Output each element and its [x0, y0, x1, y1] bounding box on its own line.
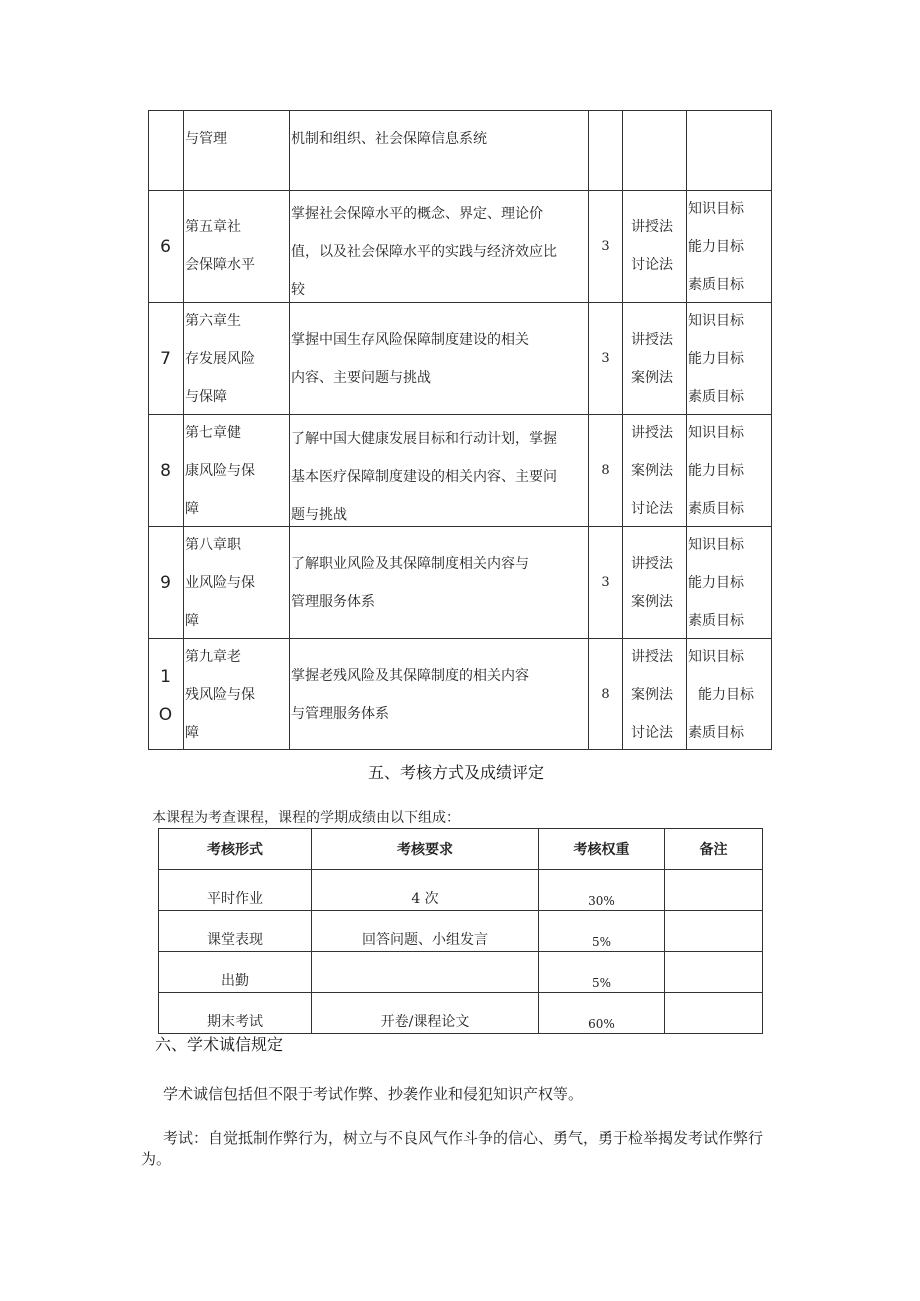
content-cell: 机制和组织、社会保障信息系统: [291, 131, 487, 147]
method-cell: 讲授法 讨论法: [631, 219, 673, 273]
table-cell: [665, 952, 763, 993]
target-cell: 知识目标 能力目标 素质目标: [688, 649, 754, 741]
table-row: [159, 870, 763, 911]
column-header: 考核要求: [312, 829, 539, 870]
chapter-cell: 与管理: [185, 131, 227, 147]
method-cell: 讲授法 案例法 讨论法: [631, 425, 673, 517]
content-cell: 掌握中国生存风险保障制度建设的相关 内容、主要问题与挑战: [291, 332, 529, 386]
table-cell: 4 次: [312, 870, 539, 911]
table-header-row: [159, 829, 763, 870]
hours-cell: 8: [601, 687, 610, 702]
table-row: [159, 952, 763, 993]
table-cell: [665, 870, 763, 911]
row-number: 6: [160, 237, 171, 257]
method-cell: 讲授法 案例法 讨论法: [631, 649, 673, 741]
section-6-title: 六、学术诚信规定: [155, 1035, 284, 1054]
chapter-cell: 第八章职 业风险与保 障: [185, 537, 255, 629]
table-cell: [312, 952, 539, 993]
table-cell: 5%: [539, 911, 665, 952]
table-cell: 回答问题、小组发言: [312, 911, 539, 952]
section-5-title: 五、考核方式及成绩评定: [368, 763, 545, 782]
integrity-paragraph: 学术诚信包括但不限于考试作弊、抄袭作业和侵犯知识产权等。: [163, 1085, 584, 1103]
table-cell: 出勤: [159, 952, 312, 993]
content-cell: 掌握老残风险及其保障制度的相关内容 与管理服务体系: [291, 668, 529, 722]
content-cell: 掌握社会保障水平的概念、界定、理论价 值，以及社会保障水平的实践与经济效应比 较: [291, 206, 557, 298]
target-cell: 知识目标 能力目标 素质目标: [688, 313, 744, 405]
table-cell: 课堂表现: [159, 911, 312, 952]
table-cell: 平时作业: [159, 870, 312, 911]
chapter-cell: 第七章健 康风险与保 障: [185, 425, 255, 517]
column-header: 备注: [665, 829, 763, 870]
row-number: 7: [160, 349, 171, 369]
column-header: 考核形式: [159, 829, 312, 870]
row-number: 9: [160, 573, 171, 593]
table-cell: 5%: [539, 952, 665, 993]
chapter-cell: 第五章社 会保障水平: [185, 219, 255, 273]
table-cell: 60%: [539, 993, 665, 1034]
grading-table: [158, 828, 763, 1034]
method-cell: 讲授法 案例法: [631, 332, 673, 386]
content-cell: 了解中国大健康发展目标和行动计划，掌握 基本医疗保障制度建设的相关内容、主要问 题与挑战: [291, 431, 557, 523]
chapter-cell: 第九章老 残风险与保 障: [185, 649, 255, 741]
table-cell: [665, 911, 763, 952]
exam-rule-line: 考试：自觉抵制作弊行为，树立与不良风气作斗争的信心、勇气，勇于检举揭发考试作弊行: [163, 1129, 764, 1147]
table-row: [159, 993, 763, 1034]
table-row: [159, 911, 763, 952]
target-cell: 知识目标 能力目标 素质目标: [688, 425, 744, 517]
target-cell: 知识目标 能力目标 素质目标: [688, 201, 744, 293]
hours-cell: 3: [601, 239, 610, 254]
hours-cell: 8: [601, 463, 610, 478]
exam-rule-line: 为。: [141, 1150, 172, 1168]
course-schedule-table: [148, 110, 772, 750]
content-cell: 了解职业风险及其保障制度相关内容与 管理服务体系: [291, 556, 529, 610]
row-number: 8: [160, 461, 171, 481]
target-cell: 知识目标 能力目标 素质目标: [688, 537, 744, 629]
chapter-cell: 第六章生 存发展风险 与保障: [185, 313, 255, 405]
hours-cell: 3: [601, 575, 610, 590]
hours-cell: 3: [601, 351, 610, 366]
table-cell: 30%: [539, 870, 665, 911]
table-cell: [665, 993, 763, 1034]
row-number: 1 O: [158, 667, 173, 725]
table-cell: 期末考试: [159, 993, 312, 1034]
section-5-intro: 本课程为考查课程，课程的学期成绩由以下组成：: [152, 810, 460, 826]
method-cell: 讲授法 案例法: [631, 556, 673, 610]
table-cell: 开卷/课程论文: [312, 993, 539, 1034]
column-header: 考核权重: [539, 829, 665, 870]
